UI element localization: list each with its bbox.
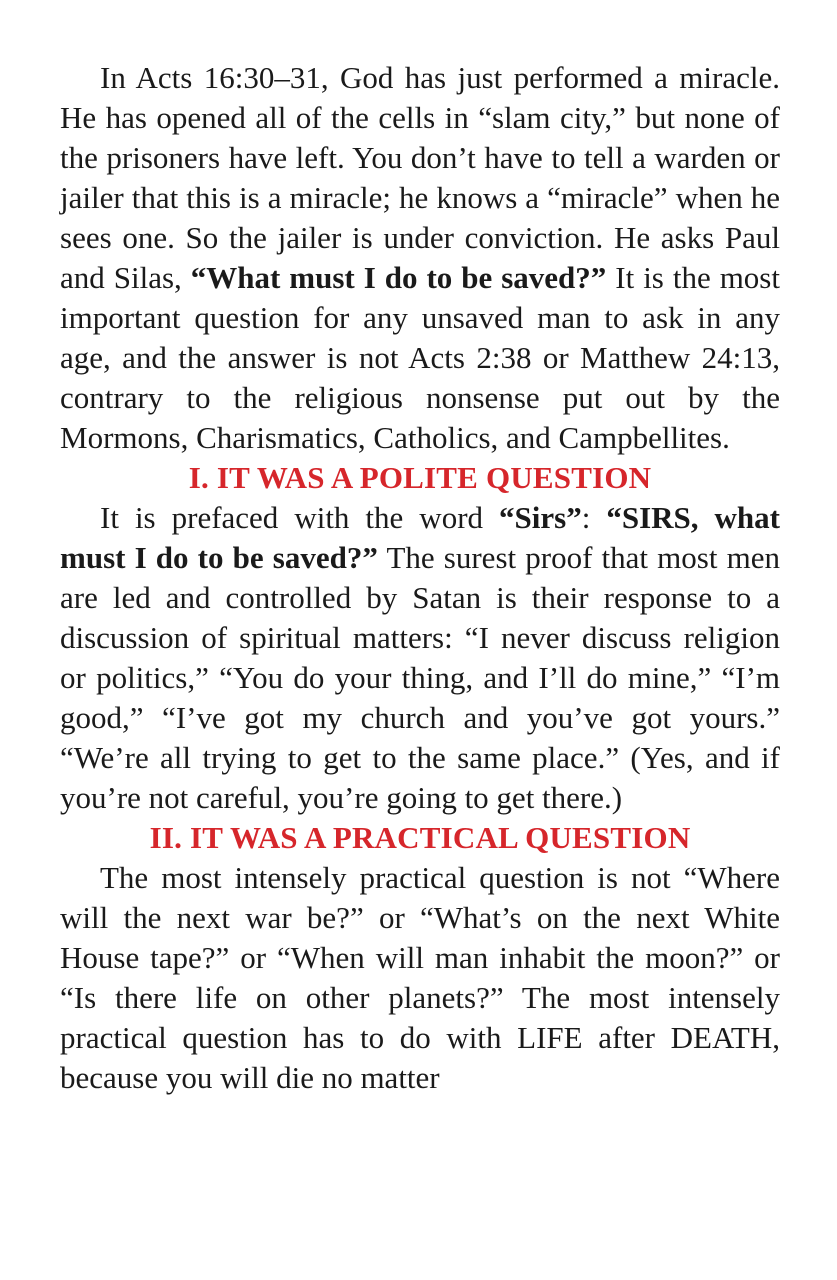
paragraph-practical-question: [60, 858, 780, 1098]
paragraph-text: :: [581, 500, 607, 535]
bold-question: “What must I do to be saved?”: [190, 260, 607, 295]
paragraph-text: It is prefaced with the word: [100, 500, 500, 535]
paragraph-text: The surest proof that most men are led and controlled by Satan is their response to a discussion of spiritual matters: “I never discuss religion or politics,” “You do your thing, and I’ll do mine,” “I’m good,” “I’ve got my church and you’ve got yours.” “We’re all trying to get to the same place.” (Yes, and if you’re not careful, you’re going to get there.): [60, 540, 780, 815]
bold-question: “SIRS, what must I do to be saved?”: [60, 500, 780, 575]
section-heading-practical-question: II. IT WAS A PRACTICAL QUESTION: [149, 820, 691, 855]
paragraph-text: It is the most important question for any unsaved man to ask in any age, and the answer is not Acts 2:38 or Matthew 24:13, contrary to the religious nonsense put out by the Mormons, Charismatics, Catholics, and Campbellites.: [60, 260, 780, 455]
paragraph-text: The most intensely practical question is not “Where will the next war be?” or “What’s on the next White House tape?” or “When will man inhabit the moon?” or “Is there life on other planets?” The most intensely practical question has to do with LIFE after DEATH, because you will die no matter: [60, 860, 780, 1095]
paragraph-acts-intro: [60, 58, 780, 458]
paragraph-text: In Acts 16:30–31, God has just performed a miracle. He has opened all of the cells in “slam city,” but none of the prisoners have left. You don’t have to tell a warden or jailer that this is a miracle; he knows a “miracle” when he sees one. So the jailer is under conviction. He asks Paul and Silas,: [60, 60, 780, 295]
section-heading-polite-question: I. IT WAS A POLITE QUESTION: [188, 460, 652, 495]
bold-sirs: “Sirs”: [499, 500, 582, 535]
page-content: [60, 58, 780, 1098]
paragraph-polite-question: [60, 498, 780, 818]
